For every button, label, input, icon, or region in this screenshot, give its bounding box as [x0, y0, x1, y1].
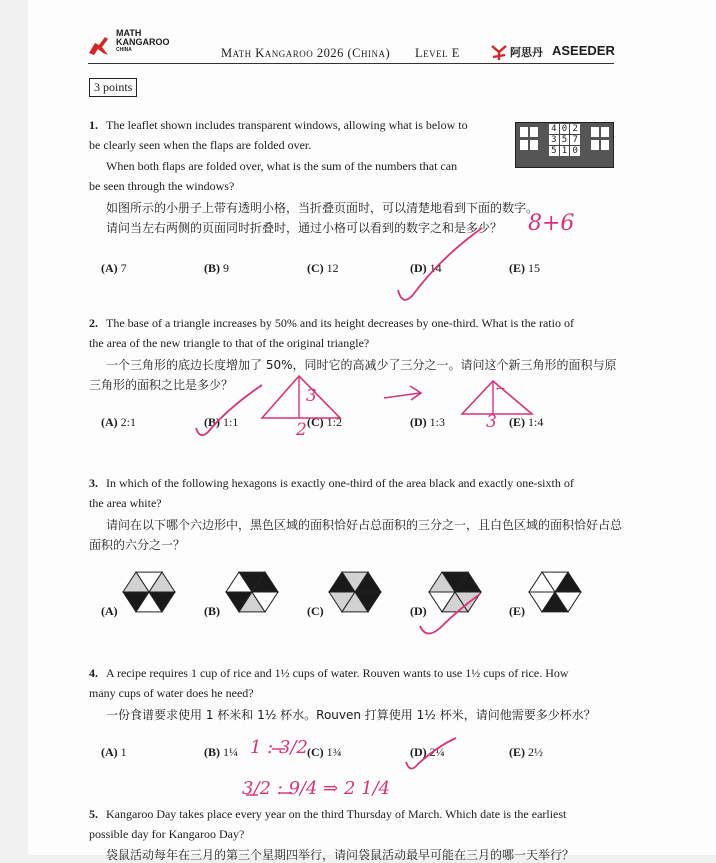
q1-option-e[interactable]: (E) 15 [509, 261, 540, 275]
hexagon-e [527, 568, 583, 616]
q3-option-c[interactable]: (C) [307, 604, 324, 618]
aseeder-icon [490, 43, 508, 61]
leaflet-digit: 3 [549, 135, 560, 145]
q4-option-d[interactable]: (D) 2¼ [410, 745, 445, 759]
q2-handwriting: 2 [296, 420, 307, 440]
q3-number: 3. [89, 476, 98, 490]
q5-text-line: possible day for Kangaroo Day? [89, 827, 245, 841]
leaflet-digit: 2 [572, 124, 578, 134]
q3-option-b[interactable]: (B) [204, 604, 220, 618]
aseeder-cn: 阿思丹 [510, 46, 543, 59]
q4-option-a[interactable]: (A) 1 [101, 745, 127, 759]
q1-handwriting: 8+6 [528, 211, 575, 236]
leaflet-figure [515, 122, 614, 168]
q1-option-c[interactable]: (C) 12 [307, 261, 339, 275]
q2-number: 2. [89, 316, 98, 330]
q2-handwriting: ← [496, 382, 506, 395]
q2-option-a[interactable]: (A) 2:1 [101, 415, 137, 429]
q2-handwriting: 3 [306, 386, 317, 406]
q2-option-b[interactable]: (B) 1:1 [204, 415, 239, 429]
q4-text-line: A recipe requires 1 cup of rice and 1½ cups of water. Rouven wants to use 1½ cups of rice. How [106, 666, 569, 680]
hexagon-d [427, 568, 483, 616]
logo-line-3: CHINA [116, 47, 132, 53]
section-label: 3 points [89, 78, 137, 97]
q5-number: 5. [89, 807, 98, 821]
q1-text-line: When both flaps are folded over, what is the sum of the numbers that can [106, 159, 458, 173]
q3-text-line: In which of the following hexagons is exactly one-third of the area black and exactly one-sixth of [106, 476, 574, 490]
q1-option-a[interactable]: (A) 7 [101, 261, 127, 275]
leaflet-digit: 5 [549, 146, 560, 156]
q2-option-e[interactable]: (E) 1:4 [509, 415, 544, 429]
q1-option-b[interactable]: (B) 9 [204, 261, 229, 275]
q1-option-d[interactable]: (D) 14 [410, 261, 442, 275]
q4-number: 4. [89, 666, 98, 680]
q2-chinese-line: 一个三角形的底边长度增加了 50%，同时它的高减少了三分之一。请问这个新三角形的面积与原 [106, 358, 617, 372]
q4-handwriting: 1 : 3/2 [250, 737, 308, 758]
q2-text-line: The base of a triangle increases by 50% and its height decreases by one-third. What is the ratio of [106, 316, 574, 330]
leaflet-digit: 7 [572, 135, 578, 145]
header-rule [88, 63, 614, 64]
logo-line-1: MATH [116, 28, 142, 38]
header-title: Math Kangaroo 2026 (China) [221, 46, 391, 60]
q3-option-e[interactable]: (E) [509, 604, 525, 618]
q3-option-d[interactable]: (D) [410, 604, 427, 618]
q4-option-b[interactable]: (B) 1¼ [204, 745, 238, 759]
q4-option-e[interactable]: (E) 2½ [509, 745, 543, 759]
q3-chinese-line: 面积的六分之一？ [89, 538, 186, 552]
q4-chinese-line: 一份食谱要求使用 1 杯米和 1½ 杯水。Rouven 打算使用 1½ 杯米，请问他需要多少杯水？ [106, 708, 596, 722]
kangaroo-icon [86, 33, 112, 59]
q3-option-a[interactable]: (A) [101, 604, 118, 618]
q1-chinese-line: 请问当左右两侧的页面同时折叠时，通过小格可以看到的数字之和是多少？ [106, 221, 503, 235]
q1-chinese-line: 如图所示的小册子上带有透明小格，当折叠页面时，可以清楚地看到下面的数字。 [106, 201, 539, 215]
hexagon-a [121, 568, 177, 616]
leaflet-digit: 4 [549, 124, 560, 134]
leaflet-digit: 0 [572, 146, 578, 156]
q4-option-c[interactable]: (C) 1¾ [307, 745, 342, 759]
leaflet-digit: 0 [560, 124, 571, 134]
aseeder-name: ASEEDER [552, 43, 615, 58]
q2-option-c[interactable]: (C) 1:2 [307, 415, 343, 429]
leaflet-digit: 1 [560, 146, 571, 156]
q2-chinese-line: 三角形的面积之比是多少？ [89, 378, 234, 392]
q2-handwriting: 3 [486, 412, 497, 432]
leaflet-grid [549, 124, 580, 156]
hexagon-c [327, 568, 383, 616]
q1-text-line: be seen through the windows? [89, 179, 235, 193]
logo-line-2: KANGAROO [116, 37, 170, 47]
hexagon-b [224, 568, 280, 616]
q1-text-line: be clearly seen when the flaps are folded over. [89, 138, 312, 152]
q5-chinese-line: 袋鼠活动每年在三月的第三个星期四举行，请问袋鼠活动最早可能在三月的哪一天举行？ [106, 848, 575, 862]
leaflet-digit: 5 [560, 135, 571, 145]
q4-text-line: many cups of water does he need? [89, 686, 254, 700]
header-level: Level E [415, 46, 460, 60]
q2-option-d[interactable]: (D) 1:3 [410, 415, 446, 429]
q1-text-line: The leaflet shown includes transparent windows, allowing what is below to [106, 118, 468, 132]
q4-handwriting: 3/2 : 9/4 ⇒ 2 1/4 [242, 778, 391, 799]
q2-text-line: the area of the new triangle to that of the original triangle? [89, 336, 370, 350]
q3-chinese-line: 请问在以下哪个六边形中，黑色区域的面积恰好占总面积的三分之一，且白色区域的面积恰好占总 [106, 518, 623, 532]
q3-text-line: the area white? [89, 496, 162, 510]
q5-text-line: Kangaroo Day takes place every year on the third Thursday of March. Which date is the earliest [106, 807, 567, 821]
q1-number: 1. [89, 118, 98, 132]
